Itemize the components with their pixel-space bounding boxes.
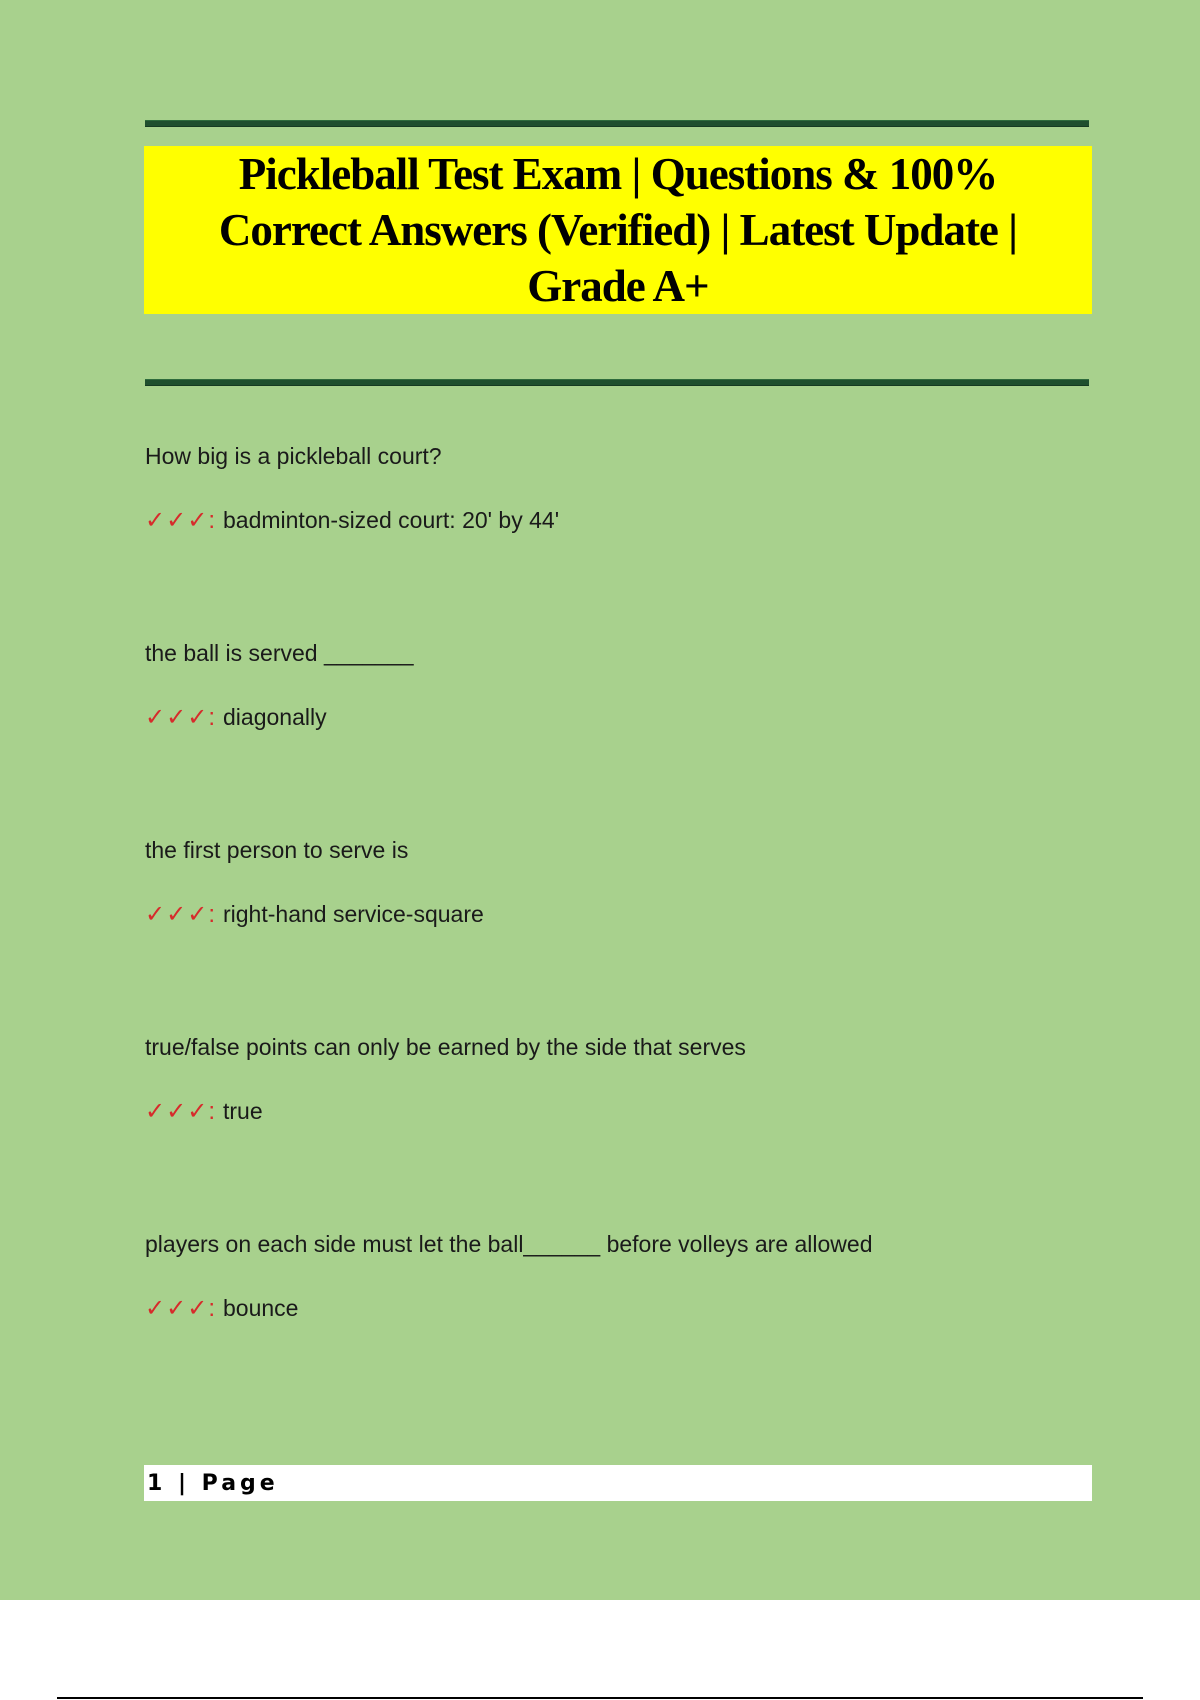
answer-separator: :	[208, 704, 215, 731]
question-text: the first person to serve is	[145, 837, 409, 863]
check-marks-icon: ✓✓✓	[145, 900, 209, 928]
bottom-divider	[145, 379, 1089, 386]
qa-item	[145, 1031, 1085, 1228]
qa-item	[145, 440, 1085, 637]
answer-separator: :	[208, 1295, 215, 1322]
answer-line	[145, 506, 559, 535]
check-marks-icon: ✓✓✓	[145, 703, 209, 731]
qa-item	[145, 637, 1085, 834]
qa-item	[145, 834, 1085, 1031]
next-page-edge	[57, 1697, 1143, 1699]
answer-separator: :	[208, 507, 215, 534]
title-banner	[144, 146, 1092, 314]
question-text: How big is a pickleball court?	[145, 443, 442, 469]
question-text: true/false points can only be earned by the side that serves	[145, 1034, 746, 1060]
answer-text: diagonally	[223, 704, 327, 730]
qa-list	[145, 440, 1085, 1425]
document-title: Pickleball Test Exam | Questions & 100% Correct Answers (Verified) | Latest Update | Grade A+	[218, 149, 1018, 311]
answer-line	[145, 703, 327, 732]
answer-text: badminton-sized court: 20' by 44'	[223, 507, 560, 533]
answer-text: right-hand service-square	[223, 901, 484, 927]
answer-separator: :	[208, 901, 215, 928]
answer-line	[145, 1097, 263, 1126]
check-marks-icon: ✓✓✓	[145, 1294, 209, 1322]
page-number: 1 | Page	[147, 1470, 279, 1496]
answer-line	[145, 900, 484, 929]
question-text: the ball is served _______	[145, 640, 414, 666]
answer-separator: :	[208, 1098, 215, 1125]
answer-text: true	[223, 1098, 263, 1124]
top-divider	[145, 120, 1089, 127]
qa-item	[145, 1228, 1085, 1425]
check-marks-icon: ✓✓✓	[145, 1097, 209, 1125]
question-text: players on each side must let the ball______ before volleys are allowed	[145, 1231, 873, 1257]
answer-text: bounce	[223, 1295, 299, 1321]
page-footer	[144, 1465, 1092, 1501]
check-marks-icon: ✓✓✓	[145, 506, 209, 534]
answer-line	[145, 1294, 298, 1323]
